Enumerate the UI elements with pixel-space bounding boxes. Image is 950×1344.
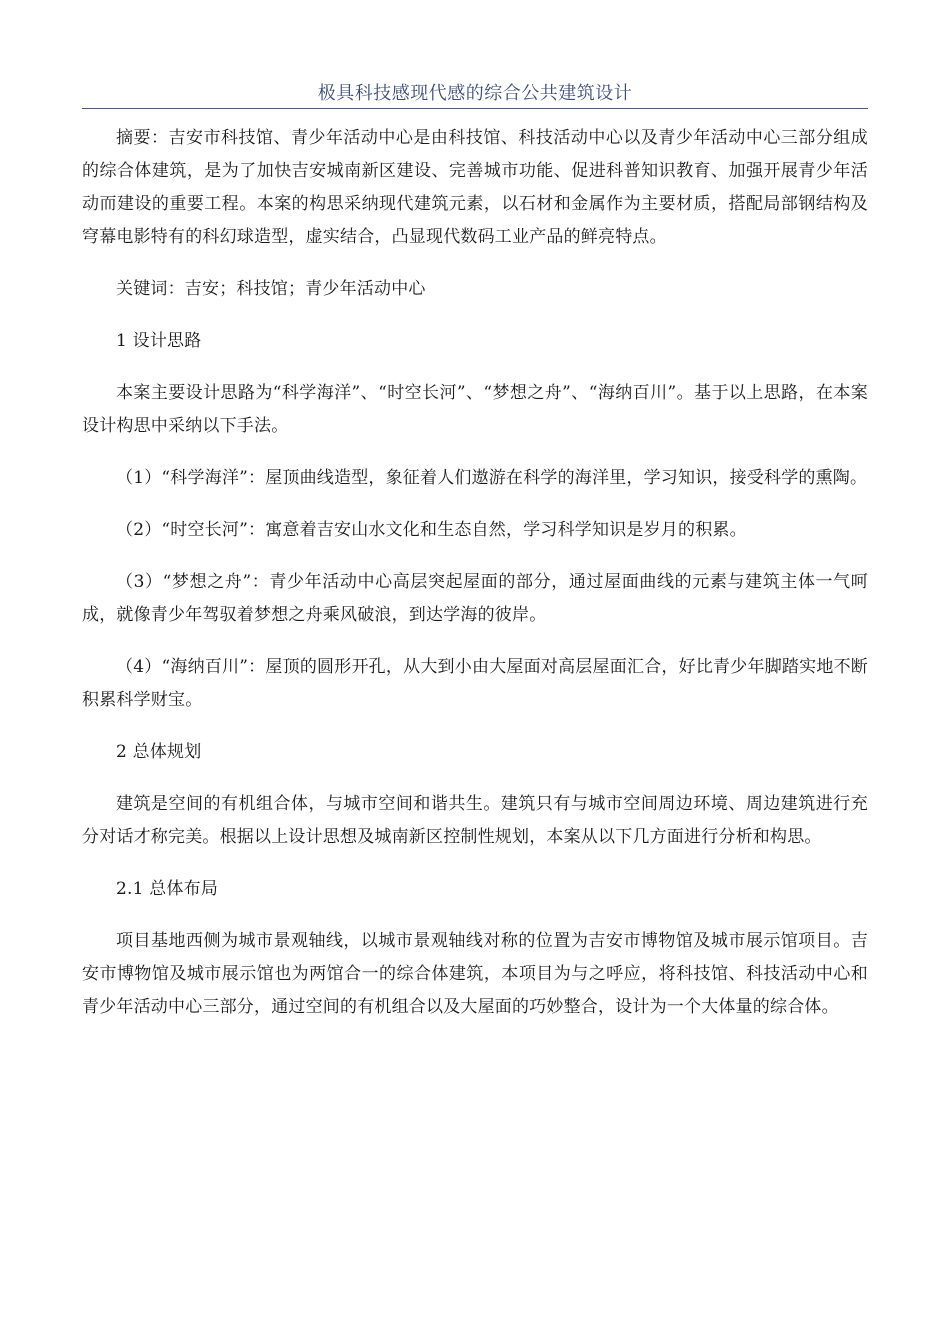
list-item-3: （3）“梦想之舟”：青少年活动中心高层突起屋面的部分，通过屋面曲线的元素与建筑主体一气呵成，就像青少年驾驭着梦想之舟乘风破浪，到达学海的彼岸。 (82, 572, 868, 625)
abstract-paragraph: 摘要：吉安市科技馆、青少年活动中心是由科技馆、科技活动中心以及青少年活动中心三部分组成的综合体建筑，是为了加快吉安城南新区建设、完善城市功能、促进科普知识教育、加强开展青少年活动而建设的重要工程。本案的构思采纳现代建筑元素，以石材和金属作为主要材质，搭配局部钢结构及穹幕电影特有的科幻球造型，虚实结合，凸显现代数码工业产品的鲜亮特点。 (82, 128, 868, 247)
section-1-intro-paragraph: 本案主要设计思路为“科学海洋”、“时空长河”、“梦想之舟”、“海纳百川”。基于以上思路，在本案设计构思中采纳以下手法。 (82, 383, 868, 436)
section-heading-2-1: 2.1 总体布局 (116, 879, 219, 899)
title-divider (82, 108, 868, 109)
section-2-intro-paragraph: 建筑是空间的有机组合体，与城市空间和谐共生。建筑只有与城市空间周边环境、周边建筑进行充分对话才称完美。根据以上设计思想及城南新区控制性规划，本案从以下几方面进行分析和构思。 (82, 794, 868, 847)
list-item-4: （4）“海纳百川”：屋顶的圆形开孔，从大到小由大屋面对高层屋面汇合，好比青少年脚踏实地不断积累科学财宝。 (82, 657, 868, 710)
section-2-1-paragraph: 项目基地西侧为城市景观轴线，以城市景观轴线对称的位置为吉安市博物馆及城市展示馆项目。吉安市博物馆及城市展示馆也为两馆合一的综合体建筑，本项目为与之呼应，将科技馆、科技活动中心和青少年活动中心三部分，通过空间的有机组合以及大屋面的巧妙整合，设计为一个大体量的综合体。 (82, 931, 868, 1017)
keywords-paragraph: 关键词：吉安；科技馆；青少年活动中心 (116, 279, 426, 299)
document-body (82, 122, 868, 1043)
list-item-2: （2）“时空长河”：寓意着吉安山水文化和生态自然，学习科学知识是岁月的积累。 (116, 520, 747, 540)
list-item-1: （1）“科学海洋”：屋顶曲线造型，象征着人们遨游在科学的海洋里，学习知识，接受科学的熏陶。 (116, 468, 868, 488)
document-title: 极具科技感现代感的综合公共建筑设计 (317, 83, 633, 104)
section-heading-1: 1 设计思路 (116, 331, 202, 351)
section-heading-2: 2 总体规划 (116, 742, 202, 762)
